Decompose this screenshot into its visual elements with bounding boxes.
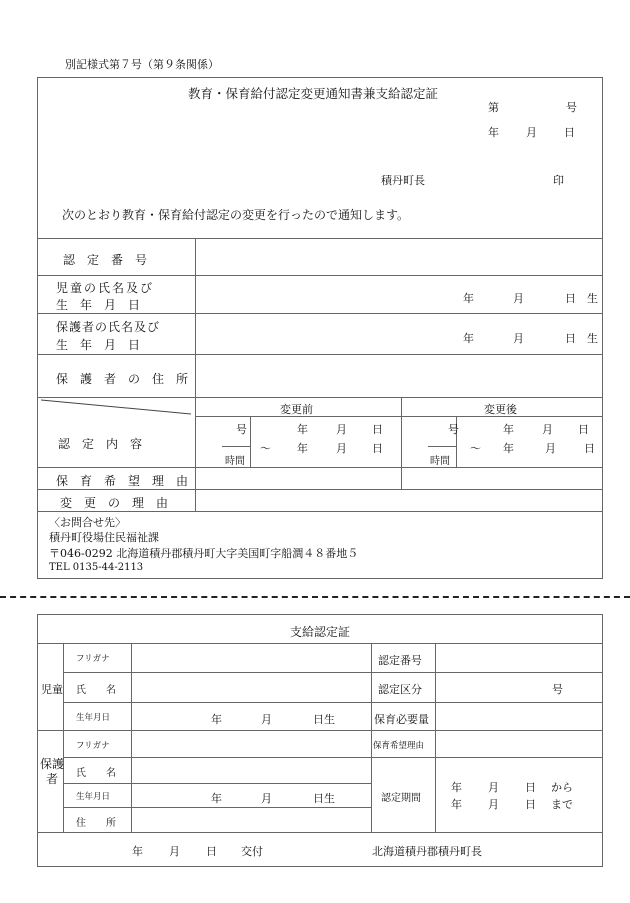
rule xyxy=(401,397,402,489)
guardian-birth-sei: 生 xyxy=(587,332,598,345)
period-to-year: 年 xyxy=(451,798,462,811)
child-birth-month: 月 xyxy=(513,292,524,305)
label-child-2: 生 年 月 日 xyxy=(56,298,141,312)
number-dai: 第 xyxy=(488,101,499,114)
rule xyxy=(371,643,372,832)
after-to-year: 年 xyxy=(503,442,514,455)
period-from-month: 月 xyxy=(488,781,499,794)
rule xyxy=(63,757,371,758)
card-guardian-label-2: 者 xyxy=(46,772,59,786)
label-child-1: 児童の氏名及び xyxy=(56,281,155,295)
rule xyxy=(37,832,603,833)
after-header: 変更後 xyxy=(484,403,517,416)
after-tilde: ～ xyxy=(470,442,481,455)
rule xyxy=(37,354,603,355)
label-reason-care: 保 育 希 望 理 由 xyxy=(56,474,189,488)
after-from-year: 年 xyxy=(503,423,514,436)
child-birth-day: 日 xyxy=(565,292,576,305)
issue-month: 月 xyxy=(169,845,180,858)
issue-label: 交付 xyxy=(241,845,263,858)
contact-dept: 積丹町役場住民福祉課 xyxy=(49,531,159,544)
after-to-day: 日 xyxy=(584,442,595,455)
rule xyxy=(63,807,371,808)
rule xyxy=(63,702,603,703)
issue-day: 日 xyxy=(206,845,217,858)
card-frame xyxy=(37,614,603,867)
before-from-day: 日 xyxy=(372,423,383,436)
rule xyxy=(37,643,603,644)
guardian-birth-day: 日 xyxy=(565,332,576,345)
guardian-address-label: 住 所 xyxy=(76,818,116,829)
after-go: 号 xyxy=(448,423,459,436)
date-year: 年 xyxy=(488,126,499,139)
rule xyxy=(435,643,436,832)
contact-tel: TEL 0135-44-2113 xyxy=(49,562,144,573)
rule xyxy=(37,238,603,239)
label-guardian-2: 生 年 月 日 xyxy=(56,338,141,352)
seal: 印 xyxy=(553,174,564,187)
card-child-birth-year: 年 xyxy=(211,713,222,726)
card-child-birth-month: 月 xyxy=(261,713,272,726)
card-reason-label: 保育希望理由 xyxy=(373,741,425,751)
before-go: 号 xyxy=(236,423,247,436)
label-cert-no: 認 定 番 号 xyxy=(63,253,148,267)
issue-year: 年 xyxy=(132,845,143,858)
card-cert-class-label: 認定区分 xyxy=(378,683,422,696)
before-to-day: 日 xyxy=(372,442,383,455)
period-from: から xyxy=(551,781,573,794)
label-guardian-1: 保護者の氏名及び xyxy=(56,320,161,334)
after-from-month: 月 xyxy=(542,423,553,436)
guardian-furigana-label: フリガナ xyxy=(76,741,110,751)
cut-line xyxy=(0,596,630,598)
child-birth-sei: 生 xyxy=(587,292,598,305)
guardian-name-label: 氏 名 xyxy=(76,768,116,779)
before-from-year: 年 xyxy=(297,423,308,436)
rule xyxy=(222,446,250,447)
rule xyxy=(428,446,456,447)
label-reason-change: 変 更 の 理 由 xyxy=(60,496,169,510)
after-hours: 時間 xyxy=(430,456,450,467)
issuer: 積丹町長 xyxy=(381,174,425,187)
before-tilde: ～ xyxy=(260,442,271,455)
date-month: 月 xyxy=(526,126,537,139)
label-content: 認 定 内 容 xyxy=(58,437,143,451)
card-issuer: 北海道積丹郡積丹町長 xyxy=(372,845,482,858)
child-birth-year: 年 xyxy=(463,292,474,305)
rule xyxy=(63,672,603,673)
period-to: まで xyxy=(551,798,573,811)
before-hours: 時間 xyxy=(225,456,245,467)
card-cert-class-go: 号 xyxy=(552,683,563,696)
rule xyxy=(131,643,132,832)
guardian-birth-month: 月 xyxy=(513,332,524,345)
notice-title: 教育・保育給付認定変更通知書兼支給認定証 xyxy=(188,86,439,101)
rule xyxy=(37,467,603,468)
label-address: 保 護 者 の 住 所 xyxy=(56,372,189,386)
notice-body: 次のとおり教育・保育給付認定の変更を行ったので通知します。 xyxy=(62,208,410,222)
rule xyxy=(37,489,603,490)
rule xyxy=(37,275,603,276)
rule xyxy=(195,238,196,511)
guardian-birth-year: 年 xyxy=(463,332,474,345)
card-guardian-birth-year: 年 xyxy=(211,792,222,805)
rule xyxy=(63,783,371,784)
card-guardian-label-1: 保護 xyxy=(40,757,65,771)
child-furigana-label: フリガナ xyxy=(76,654,110,664)
diagonal-line xyxy=(37,397,195,416)
card-title: 支給認定証 xyxy=(290,625,351,639)
period-to-month: 月 xyxy=(488,798,499,811)
card-need-label: 保育必要量 xyxy=(374,713,429,726)
after-from-day: 日 xyxy=(578,423,589,436)
before-header: 変更前 xyxy=(280,403,313,416)
before-to-month: 月 xyxy=(336,442,347,455)
period-from-day: 日 xyxy=(525,781,536,794)
contact-heading: 〈お問合せ先〉 xyxy=(49,516,126,529)
child-name-label: 氏 名 xyxy=(76,685,116,696)
rule xyxy=(195,416,603,417)
card-guardian-birth-month: 月 xyxy=(261,792,272,805)
before-to-year: 年 xyxy=(297,442,308,455)
rule xyxy=(371,757,603,758)
after-to-month: 月 xyxy=(545,442,556,455)
rule xyxy=(37,730,603,731)
card-cert-no-label: 認定番号 xyxy=(378,654,422,667)
number-go: 号 xyxy=(566,101,577,114)
before-from-month: 月 xyxy=(336,423,347,436)
period-to-day: 日 xyxy=(525,798,536,811)
rule xyxy=(37,511,603,512)
rule xyxy=(250,416,251,467)
rule xyxy=(63,643,64,832)
guardian-birth-label: 生年月日 xyxy=(76,792,111,802)
date-day: 日 xyxy=(564,126,575,139)
period-from-year: 年 xyxy=(451,781,462,794)
card-period-label: 認定期間 xyxy=(381,793,421,804)
contact-address: 〒046-0292 北海道積丹郡積丹町大字美国町字船澗４８番地５ xyxy=(49,547,359,560)
form-label: 別記様式第７号（第９条関係） xyxy=(65,58,219,71)
child-birth-label: 生年月日 xyxy=(76,713,111,723)
rule xyxy=(37,313,603,314)
card-guardian-birth-day: 日生 xyxy=(313,792,335,805)
card-child-birth-day: 日生 xyxy=(313,713,335,726)
card-child-label: 児童 xyxy=(41,683,63,696)
